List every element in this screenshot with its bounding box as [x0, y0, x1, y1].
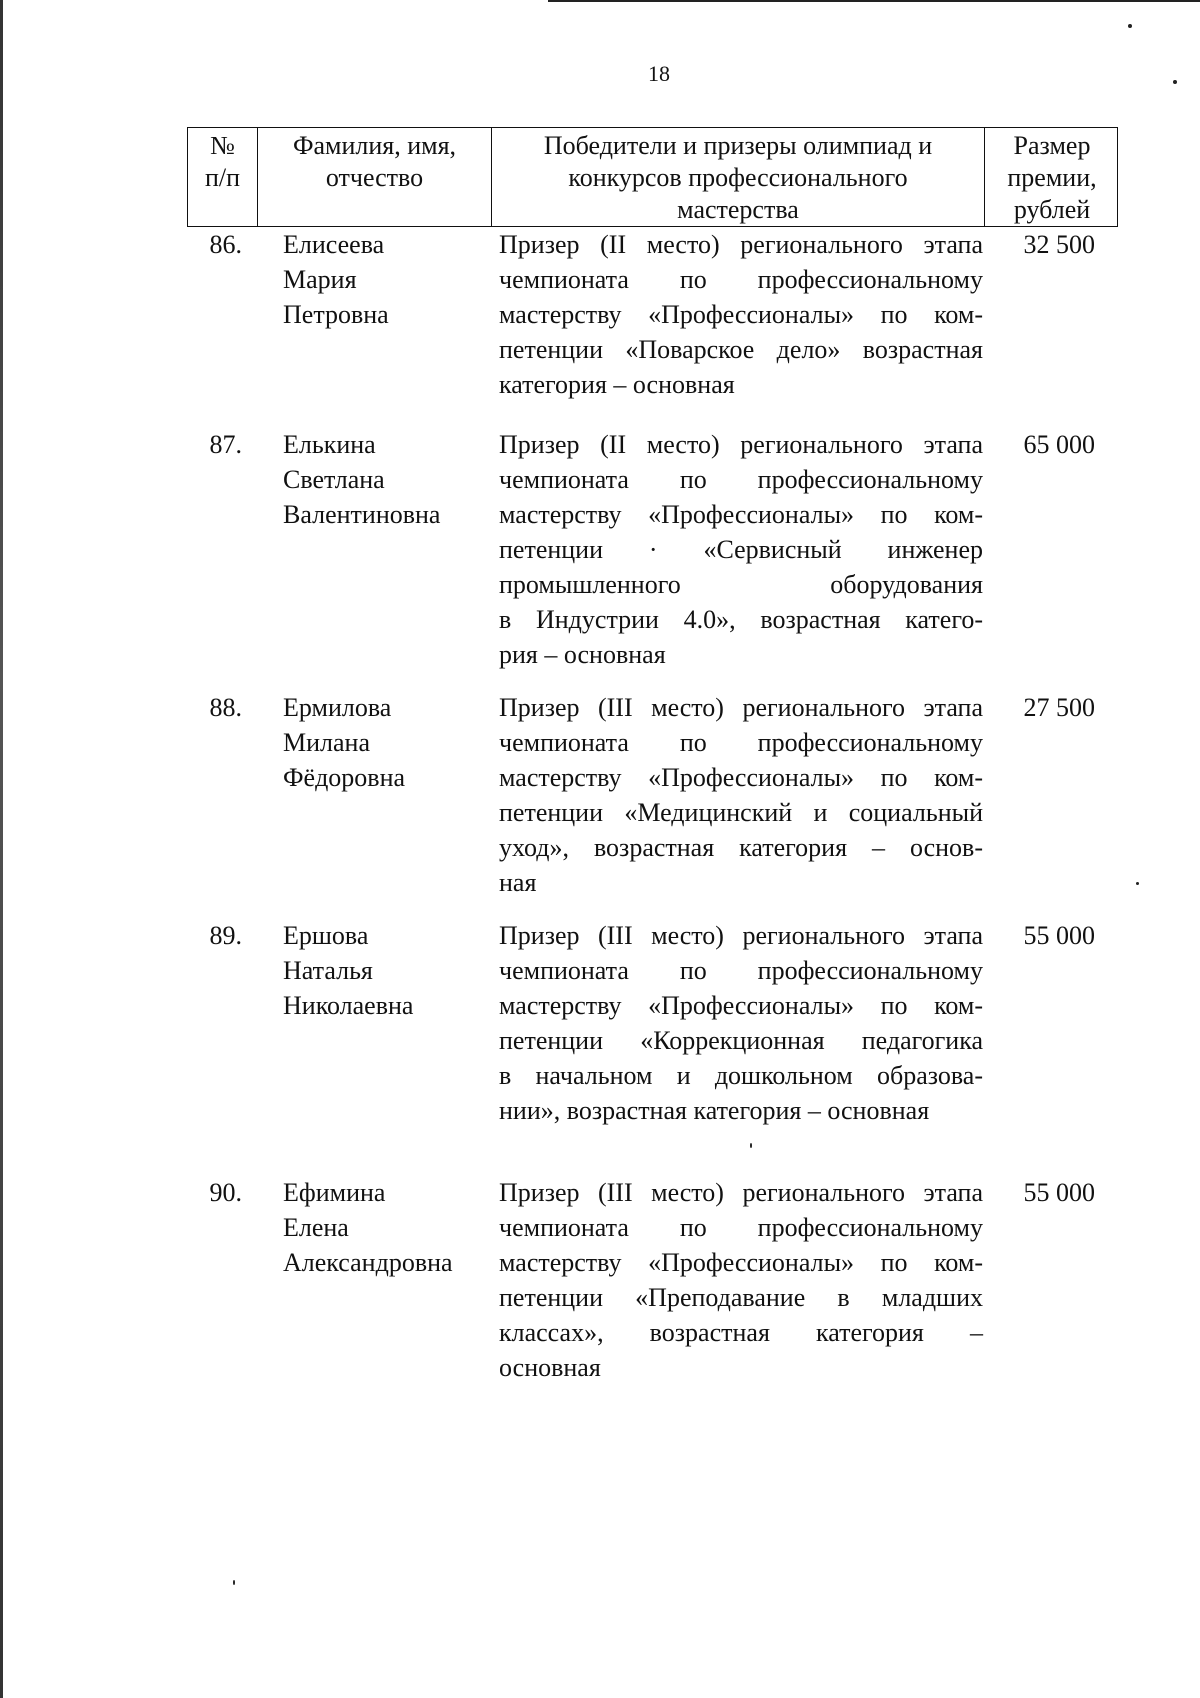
- table-row: [187, 227, 1118, 402]
- table-row: [187, 1128, 1118, 1385]
- row-name: [256, 1175, 490, 1385]
- row-amount: 27 500: [1023, 693, 1095, 722]
- name-line: Валентиновна: [283, 500, 441, 529]
- description-line: чемпионата по профессиональному: [499, 728, 983, 757]
- row-number: 90.: [209, 1178, 242, 1207]
- description-line: промышленного оборудования: [499, 570, 983, 599]
- table-row: [187, 402, 1118, 672]
- header-description-line: мастерства: [677, 195, 799, 224]
- header-amount-line: премии,: [1007, 163, 1097, 192]
- name-line: Елькина: [283, 430, 376, 459]
- header-description: [491, 128, 984, 226]
- row-name: [256, 427, 490, 672]
- header-number-line: п/п: [204, 163, 241, 192]
- description-line: Призер (II место) регионального этапа: [499, 230, 983, 259]
- description-line: классах», возрастная категория –: [499, 1318, 983, 1347]
- name-line: Фёдоровна: [283, 763, 406, 792]
- description-line: чемпионата по профессиональному: [499, 1213, 983, 1242]
- scan-speck: [233, 1580, 235, 1585]
- name-line: Николаевна: [283, 991, 414, 1020]
- description-line: нии», возрастная категория – основная: [499, 1096, 930, 1125]
- scan-top-border: [548, 0, 1200, 2]
- row-description: [490, 918, 983, 1128]
- description-line: петенции · «Сервисный инженер: [499, 535, 983, 564]
- header-name: [257, 128, 491, 226]
- name-line: Елена: [283, 1213, 349, 1242]
- row-name: [256, 690, 490, 900]
- header-amount-line: рублей: [1013, 195, 1091, 224]
- table-row: [187, 900, 1118, 1128]
- description-line: в Индустрии 4.0», возрастная катего-: [499, 605, 983, 634]
- description-line: ная: [499, 868, 537, 897]
- row-amount: 55 000: [1023, 1178, 1095, 1207]
- description-line: мастерству «Профессионалы» по ком-: [499, 991, 983, 1020]
- row-name: [256, 918, 490, 1128]
- description-line: петенции «Медицинский и социальный: [499, 798, 983, 827]
- name-line: Ермилова: [283, 693, 392, 722]
- description-line: петенции «Поварское дело» возрастная: [499, 335, 983, 364]
- row-number: 86.: [209, 230, 242, 259]
- page-number: 18: [648, 61, 670, 86]
- description-line: петенции «Преподавание в младших: [499, 1283, 983, 1312]
- description-line: Призер (III место) регионального этапа: [499, 693, 983, 722]
- scan-left-edge: [0, 0, 3, 1698]
- header-description-line: Победители и призеры олимпиад и: [543, 131, 933, 160]
- description-line: мастерству «Профессионалы» по ком-: [499, 1248, 983, 1277]
- description-line: чемпионата по профессиональному: [499, 956, 983, 985]
- row-description: [490, 427, 983, 672]
- row-amount: 65 000: [1023, 430, 1095, 459]
- description-line: Призер (III место) регионального этапа: [499, 1178, 983, 1207]
- description-line: петенции «Коррекционная педагогика: [499, 1026, 983, 1055]
- name-line: Ершова: [283, 921, 369, 950]
- name-line: Ефимина: [283, 1178, 386, 1207]
- row-number: 87.: [209, 430, 242, 459]
- name-line: Петровна: [283, 300, 389, 329]
- description-line: мастерству «Профессионалы» по ком-: [499, 763, 983, 792]
- name-line: Елисеева: [283, 230, 385, 259]
- header-name-line: Фамилия, имя,: [292, 131, 457, 160]
- name-line: Мария: [283, 265, 357, 294]
- description-line: уход», возрастная категория – основ-: [499, 833, 983, 862]
- header-amount-line: Размер: [1013, 131, 1091, 160]
- description-line: в начальном и дошкольном образова-: [499, 1061, 983, 1090]
- row-amount: 55 000: [1023, 921, 1095, 950]
- description-line: основная: [499, 1353, 601, 1382]
- table-header: [187, 127, 1118, 227]
- description-line: Призер (II место) регионального этапа: [499, 430, 983, 459]
- scan-speck: [1136, 882, 1139, 885]
- row-number: 89.: [209, 921, 242, 950]
- header-number: [188, 128, 257, 226]
- row-description: [490, 227, 983, 402]
- row-description: [490, 690, 983, 900]
- table-row: [187, 672, 1118, 900]
- awards-table: [187, 127, 1118, 1385]
- row-description: [490, 1175, 983, 1385]
- row-name: [256, 227, 490, 402]
- name-line: Светлана: [283, 465, 385, 494]
- name-line: Наталья: [283, 956, 373, 985]
- header-description-line: конкурсов профессионального: [568, 163, 908, 192]
- description-line: мастерству «Профессионалы» по ком-: [499, 500, 983, 529]
- name-line: Милана: [283, 728, 371, 757]
- description-line: чемпионата по профессиональному: [499, 465, 983, 494]
- row-amount: 32 500: [1023, 230, 1095, 259]
- header-name-line: отчество: [325, 163, 424, 192]
- description-line: Призер (III место) регионального этапа: [499, 921, 983, 950]
- scan-speck: [1128, 24, 1132, 28]
- description-line: категория – основная: [499, 370, 735, 399]
- description-line: чемпионата по профессиональному: [499, 265, 983, 294]
- row-number: 88.: [209, 693, 242, 722]
- header-amount: [984, 128, 1119, 226]
- description-line: рия – основная: [499, 640, 666, 669]
- description-line: мастерству «Профессионалы» по ком-: [499, 300, 983, 329]
- name-line: Александровна: [283, 1248, 453, 1277]
- header-number-line: №: [210, 131, 235, 160]
